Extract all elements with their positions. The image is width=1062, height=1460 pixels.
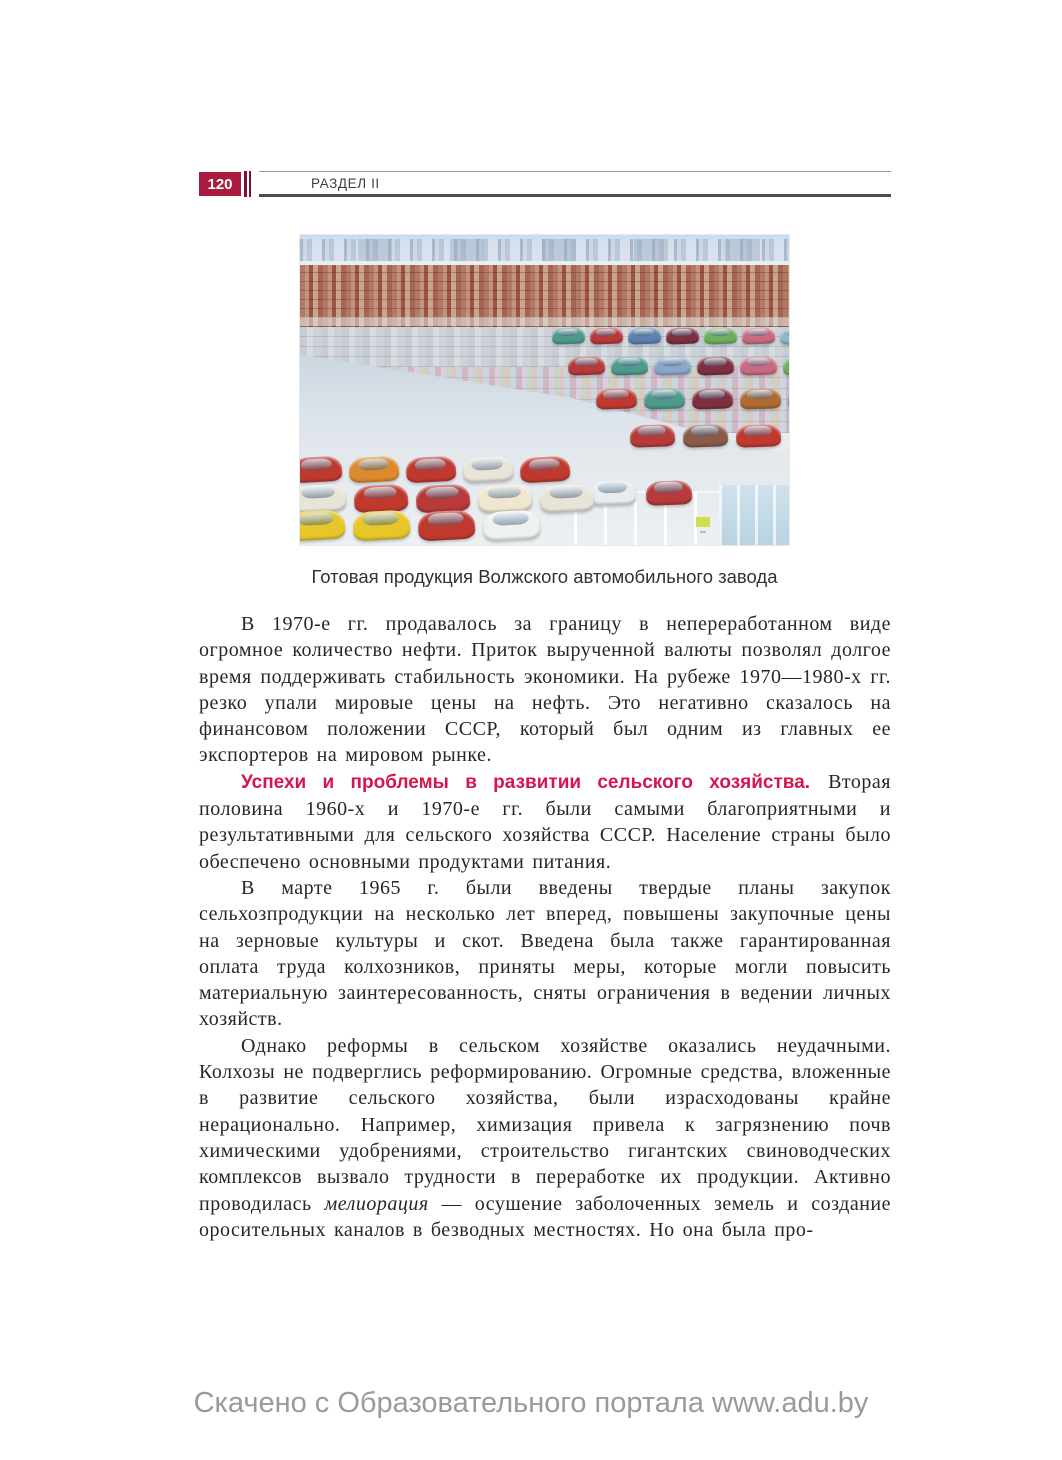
- article-body: [199, 611, 891, 1243]
- inline-heading-agriculture: Успехи и проблемы в развитии сельского хозяйства.: [241, 771, 811, 793]
- figure-caption: Готовая продукция Волжского автомобильного завода: [311, 566, 778, 587]
- page-number-badge: 120: [199, 172, 241, 196]
- figure: [300, 235, 789, 588]
- photo-buildings: [300, 239, 789, 261]
- header-rule: [259, 171, 891, 197]
- paragraph-oil-exports: [199, 611, 891, 769]
- watermark-portal: Скачено с Образовательного портала www.adu.by: [193, 1387, 869, 1419]
- badge-bars-decoration: [244, 171, 251, 197]
- paragraph-reform-failures: [199, 1033, 891, 1243]
- photo-cars-parking-lot: [300, 235, 789, 545]
- paragraph-text: Вторая половина 1960-х и 1970-е гг. были самыми благоприятными и результативными для сельского хозяйства СССР. Население страны было обеспечено основными продуктами питания.: [199, 770, 891, 873]
- section-title: РАЗДЕЛ II: [311, 175, 380, 191]
- photo-sign: [696, 517, 710, 527]
- paragraph-text: В 1970-е гг. продавалось за границу в непереработанном виде огромное количество нефти. Приток вырученной валюты позволял долгое время поддерживать стабильность экономики. На рубеже 1970—1980-х гг. резко упали мировые цены на нефть. Это негативно сказалось на финансовом положении СССР, который был одним из главных ее экспортеров на мировом рынке.: [199, 613, 891, 767]
- paragraph-1965-plans: [199, 875, 891, 1033]
- paragraph-text: — осушение заболоченных земель и создание оросительных каналов в безводных местностях. Но она была про-: [199, 1192, 891, 1241]
- page-header: [199, 171, 891, 197]
- paragraph-agriculture-successes: [199, 769, 891, 875]
- paragraph-text: Однако реформы в сельском хозяйстве оказались неудачными. Колхозы не подверглись реформированию. Огромные средства, вложенные в развитие сельского хозяйства, были израсходованы крайне нерационально. Например, химизация привела к загрязнению почв химическими удобрениями, строительство гигантских свиноводческих комплексов вызвало трудности в переработке их продукции. Активно проводилась: [199, 1034, 891, 1215]
- photo-kiosk: [719, 485, 789, 545]
- photo-light-row: [300, 317, 789, 326]
- term-melioration: мелиорация: [324, 1192, 429, 1215]
- paragraph-text: В марте 1965 г. были введены твердые планы закупок сельхозпродукции на несколько лет вперед, повышены закупочные цены на зерновые культуры и скот. Введена была также гарантированная оплата труда колхозников, приняты меры, которые могли повысить материальную заинтересованность, сняты ограничения в ведении личных хозяйств.: [199, 876, 891, 1031]
